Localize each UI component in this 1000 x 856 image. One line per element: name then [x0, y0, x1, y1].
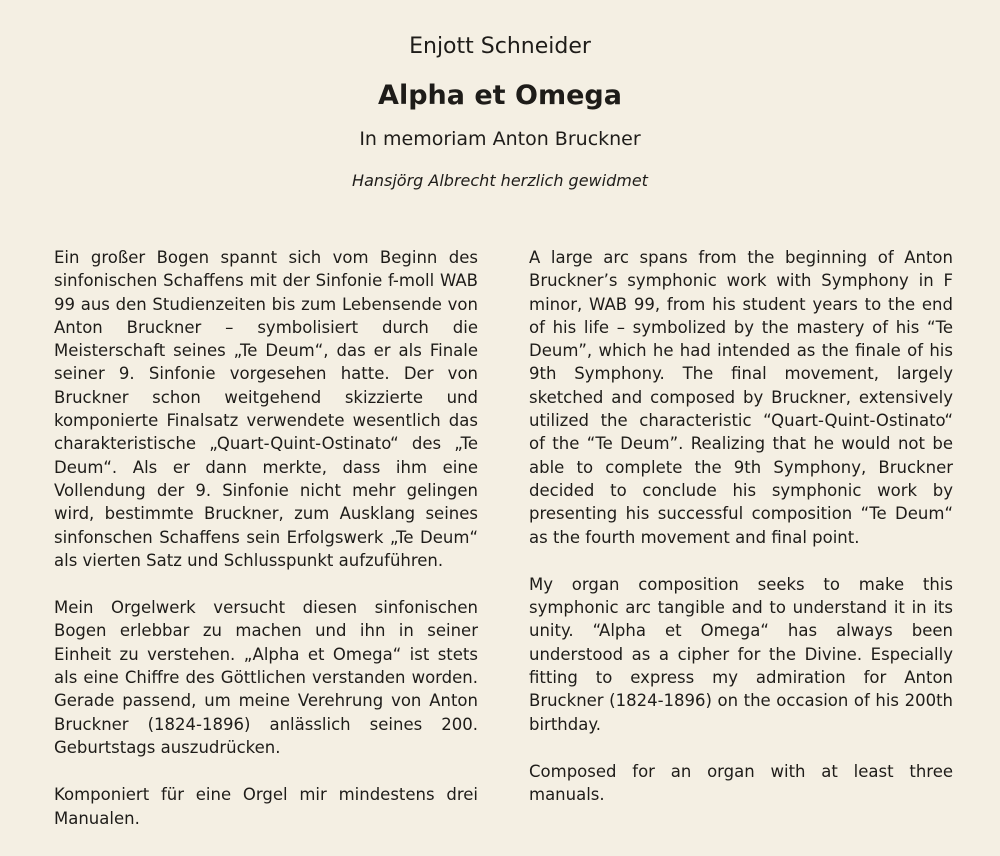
composer-name: Enjott Schneider	[409, 34, 591, 59]
english-paragraph-2: My organ composition seeks to make this symphonic arc tangible and to understand it in its unity. “Alpha et Omega“ has always been understood as a cipher for the Divine. Especially fitting to express my admiration for Anton Bruckner (1824-1896) on the occasion of his 200th birthday.	[529, 574, 953, 734]
work-title: Alpha et Omega	[378, 80, 622, 111]
english-paragraph-3: Composed for an organ with at least three manuals.	[529, 761, 953, 805]
german-column	[54, 246, 478, 854]
german-paragraph-1: Ein großer Bogen spannt sich vom Beginn des sinfonischen Schaffens mit der Sinfonie f-moll WAB 99 aus den Studienzeiten bis zum Lebensende von Anton Bruckner – symbolisiert durch die Meisterschaft seines „Te Deum“, das er als Finale seiner 9. Sinfonie vorgesehen hatte. Der von Bruckner schon weitgehend skizzierte und komponierte Finalsatz verwendete wesentlich das charakteristische „Quart-Quint-Ostinato“ des „Te Deum“. Als er dann merkte, dass ihm eine Vollendung der 9. Sinfonie nicht mehr gelingen wird, bestimmte Bruckner, zum Ausklang seines sinfonschen Schaffens sein Erfolgswerk „Te Deum“ als vierten Satz und Schlusspunkt aufzuführen.	[54, 248, 478, 570]
english-paragraph-1: A large arc spans from the beginning of Anton Bruckner’s symphonic work with Symphony in F minor, WAB 99, from his student years to the end of his life – symbolized by the mastery of his “Te Deum”, which he had intended as the finale of his 9th Symphony. The final movement, largely sketched and composed by Bruckner, extensively utilized the characteristic “Quart-Quint-Ostinato“ of the “Te Deum”. Realizing that he would not be able to complete the 9th Symphony, Bruckner decided to conclude his symphonic work by presenting his successful composition “Te Deum“ as the fourth movement and final point.	[529, 248, 953, 547]
german-paragraph-2: Mein Orgelwerk versucht diesen sinfonischen Bogen erlebbar zu machen und ihn in seiner Einheit zu verstehen. „Alpha et Omega“ ist stets als eine Chiffre des Göttlichen verstanden worden. Gerade passend, um meine Verehrung von Anton Bruckner (1824-1896) anlässlich seines 200. Geburtstags auszudrücken.	[54, 598, 478, 757]
work-subtitle: In memoriam Anton Bruckner	[359, 128, 641, 150]
english-column	[529, 246, 953, 831]
german-paragraph-3: Komponiert für eine Orgel mir mindestens drei Manualen.	[54, 785, 478, 828]
dedication: Hansjörg Albrecht herzlich gewidmet	[352, 171, 648, 190]
